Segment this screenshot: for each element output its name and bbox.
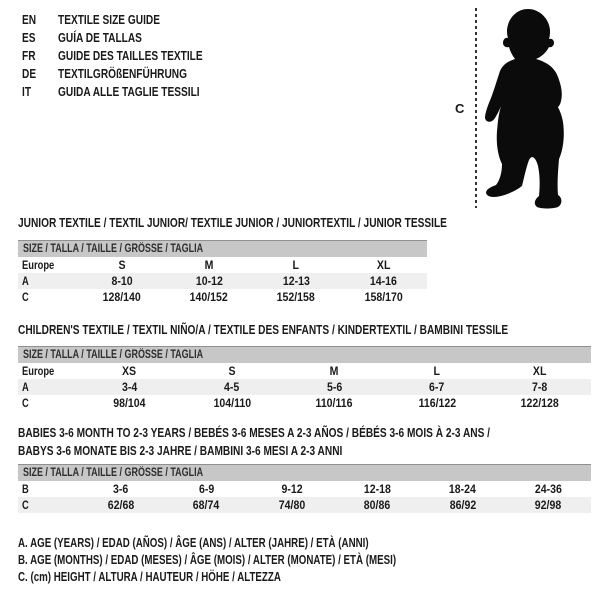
language-row [22,82,243,100]
row-label: B [22,482,29,496]
size-cell: 10-12 [195,274,223,288]
size-cell: 3-6 [113,482,129,496]
table-row [18,481,591,497]
size-cell: 98/104 [113,396,146,410]
size-cell: 92/98 [535,498,562,512]
size-cell: M [204,258,214,272]
language-title: GUIDE DES TAILLES TEXTILE [58,47,203,63]
row-label: Europe [22,364,55,378]
language-title: GUIDA ALLE TAGLIE TESSILI [58,83,200,99]
legend [18,534,503,585]
height-measure-label [455,101,464,116]
size-cell: 122/128 [520,396,559,410]
language-row [22,10,243,28]
size-cell: 158/170 [364,290,403,304]
language-row [22,64,243,82]
legend-line: C. (cm) HEIGHT / ALTURA / HAUTEUR / HÖHE / ALTEZZA [18,569,281,584]
language-title: GUÍA DE TALLAS [58,29,142,45]
row-label: C [22,498,29,512]
size-cell: 18-24 [449,482,477,496]
size-cell: 14-16 [369,274,397,288]
language-title: TEXTILE SIZE GUIDE [58,11,160,27]
table-row [18,395,591,411]
language-code: DE [22,65,37,81]
size-cell: 24-36 [534,482,562,496]
children-size-table [18,346,591,411]
height-measure-line [475,8,477,208]
size-cell: 128/140 [102,290,141,304]
size-cell: 8-10 [111,274,133,288]
language-code: IT [22,83,32,99]
language-row [22,28,243,46]
size-cell: 6-9 [198,482,214,496]
size-cell: 68/74 [193,498,220,512]
size-cell: 6-7 [429,380,445,394]
row-label: A [22,274,29,288]
section-title-children: CHILDREN'S TEXTILE / TEXTIL NIÑO/A / TEXTILE DES ENFANTS / KINDERTEXTIL / BAMBINI TESSILE [18,322,509,337]
section-title-junior: JUNIOR TEXTILE / TEXTIL JUNIOR/ TEXTILE JUNIOR / JUNIORTEXTIL / JUNIOR TESSILE [18,215,447,230]
height-measure-letter: C [455,101,465,116]
language-list [22,10,243,100]
junior-size-table [18,240,427,305]
table-row [18,379,591,395]
size-cell: 110/116 [315,396,353,410]
table-row [18,497,591,513]
row-label: A [22,380,29,394]
size-cell: L [433,364,441,378]
size-cell: 4-5 [224,380,240,394]
size-cell: XL [376,258,391,272]
size-cell: 12-13 [282,274,310,288]
size-cell: S [228,364,236,378]
size-cell: S [118,258,126,272]
size-cell: 3-4 [121,380,137,394]
size-cell: M [330,364,339,378]
size-cell: 12-18 [363,482,391,496]
size-cell: 5-6 [326,380,343,394]
size-cell: 7-8 [532,380,548,394]
language-code: FR [22,47,36,63]
legend-line: A. AGE (YEARS) / EDAD (AÑOS) / ÂGE (ANS) / ALTER (JAHRE) / ETÀ (ANNI) [18,535,369,550]
table-row [18,363,591,379]
size-header-bar: SIZE / TALLA / TAILLE / GRÖSSE / TAGLIA [18,240,427,257]
row-label: Europe [22,258,55,272]
size-cell: 80/86 [364,498,391,512]
language-row [22,46,243,64]
size-cell: XS [122,364,137,378]
size-cell: 9-12 [281,482,303,496]
size-cell: 74/80 [278,498,305,512]
table-row [18,257,427,273]
size-cell: 62/68 [107,498,134,512]
size-cell: 86/92 [449,498,476,512]
size-cell: 152/158 [277,290,316,304]
section-title-babies: BABIES 3-6 MONTH TO 2-3 YEARS / BEBÉS 3-6 MESES A 2-3 AÑOS / BÉBÉS 3-6 MOIS À 2-3 ANS / BABYS 3-6 MONATE BIS 2-3 JAHRE / BAMBINI 3-6 MESI A 2-3 ANNI [18,425,490,458]
table-row [18,273,427,289]
table-row [18,289,427,305]
size-cell: XL [532,364,547,378]
size-cell: 104/110 [213,396,251,410]
size-cell: 116/122 [418,396,456,410]
language-title: TEXTILGRÖßENFÜHRUNG [58,65,188,81]
size-header-bar: SIZE / TALLA / TAILLE / GRÖSSE / TAGLIA [18,464,591,481]
row-label: C [22,290,29,304]
language-code: EN [22,11,37,27]
size-header-bar: SIZE / TALLA / TAILLE / GRÖSSE / TAGLIA [18,346,591,363]
babies-size-table [18,464,591,513]
language-code: ES [22,29,36,45]
legend-line: B. AGE (MONTHS) / EDAD (MESES) / ÂGE (MOIS) / ALTER (MONATE) / ETÀ (MESI) [18,552,397,567]
row-label: C [22,396,29,410]
baby-silhouette-icon [465,0,600,220]
size-cell: L [292,258,300,272]
size-cell: 140/152 [189,290,228,304]
